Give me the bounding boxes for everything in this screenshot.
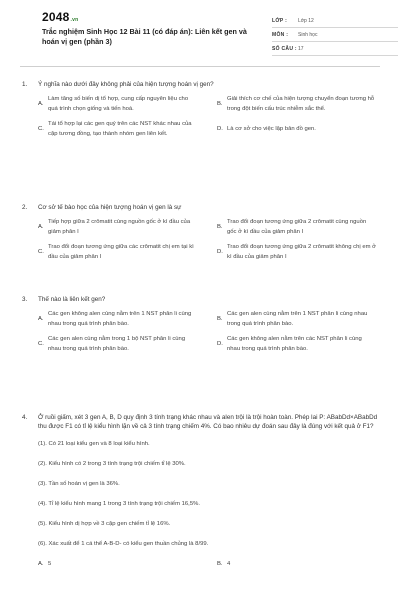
option-grid <box>38 560 382 570</box>
question-3 <box>22 295 382 354</box>
statement-item: (1). Có 21 loại kiểu gen và 8 loại kiểu hình. <box>38 441 150 447</box>
option-a[interactable]: A. 5 <box>38 561 52 567</box>
question-4 <box>22 413 382 570</box>
option-c[interactable]: C. Các gen alen cùng nằm trong 1 bộ NST phân li cùng nhau trong quá trình phân bào. <box>38 336 186 352</box>
question-stem <box>22 80 382 89</box>
option-d[interactable]: D. Các gen không alen nằm trên các NST phân li cùng nhau trong quá trình phân bào. <box>217 336 362 352</box>
meta-key: MÔN : <box>272 31 289 38</box>
question-stem <box>22 295 382 304</box>
question-stem <box>22 413 382 431</box>
header-divider <box>20 66 380 67</box>
option-c[interactable]: C. Tái tổ hợp lại các gen quý trên các NST khác nhau của cặp tương đồng, tạo thành nhóm gen liên kết. <box>38 121 192 137</box>
option-b[interactable]: B. Giải thích cơ chế của hiện tượng chuyển đoạn tương hỗ trong đột biến cấu trúc nhiễm sắc thể. <box>217 96 375 112</box>
option-d[interactable]: D. Trao đổi đoạn tương ứng giữa 2 crômatit không chị em ở kì đầu của giảm phân I <box>217 244 377 260</box>
question-1 <box>22 80 382 139</box>
question-number: 4. <box>22 414 28 421</box>
question-number: 2. <box>22 204 28 211</box>
meta-key: LỚP : <box>272 17 288 24</box>
question-number: 1. <box>22 81 28 88</box>
question-2 <box>22 203 382 262</box>
option-c[interactable]: C. Trao đổi đoạn tương ứng giữa các crômatit chị em tại kì đầu của giảm phân I <box>38 244 194 260</box>
option-a[interactable]: A. Các gen không alen cùng nằm trên 1 NST phân li cùng nhau trong quá trình phân bào. <box>38 311 192 327</box>
statement-item: (6). Xác xuất để 1 cá thể A-B-D- có kiểu gen thuần chủng là 8/99. <box>38 541 209 547</box>
meta-row-count <box>272 42 398 56</box>
site-logo[interactable]: 2048.vn <box>42 10 79 24</box>
page-title: Trắc nghiệm Sinh Học 12 Bài 11 (có đáp án): Liên kết gen và hoán vị gen (phần 3) <box>42 27 247 46</box>
option-grid <box>38 310 382 354</box>
meta-table <box>272 14 398 56</box>
meta-row-subject <box>272 28 398 42</box>
question-text: Cơ sở tế bào học của hiện tượng hoán vị gen là sự <box>38 204 182 211</box>
option-a[interactable]: A. Làm tăng số biến dị tổ hợp, cung cấp nguyên liệu cho quá trình chọn giống và tiến hoá. <box>38 96 189 112</box>
option-b[interactable]: B. Trao đổi đoạn tương ứng giữa 2 crômatit cùng nguồn gốc ở kì đầu của giảm phân I <box>217 219 367 235</box>
statement-item: (2). Kiểu hình có 2 trong 3 tính trạng trội chiếm tỉ lệ 30%. <box>38 461 186 467</box>
meta-value: 17 <box>298 45 304 52</box>
statement-item: (3). Tần số hoán vị gen là 36%. <box>38 481 120 487</box>
question-text: Ý nghĩa nào dưới đây không phải của hiện tượng hoán vị gen? <box>38 81 214 88</box>
option-a[interactable]: A. Tiếp hợp giữa 2 crômatit cùng nguồn gốc ở kì đầu của giảm phân I <box>38 219 191 235</box>
meta-row-grade <box>272 14 398 28</box>
worksheet-header <box>20 0 380 62</box>
option-d[interactable]: D. Là cơ sở cho việc lập bản đồ gen. <box>217 125 316 132</box>
question-text: Ở ruồi giấm, xét 3 gen A, B, D quy định 3 tính trạng khác nhau và alen trội là trội hoàn toàn. Phép lai P: ABabDd×ABabDd thu được F1 có tỉ lệ kiểu hình lặn về cả 3 tính trạng chiếm 4%. Có bao nhiêu dự đoán sau đây là đúng với kết quả ở F1? <box>38 414 378 430</box>
option-grid <box>38 218 382 262</box>
statement-item: (4). Tỉ lệ kiểu hình mang 1 trong 3 tính trạng trội chiếm 16,5%. <box>38 501 200 507</box>
meta-key: SỐ CÂU : <box>272 45 297 52</box>
question-number: 3. <box>22 296 28 303</box>
meta-value: Lớp 12 <box>298 17 314 24</box>
question-stem <box>22 203 382 212</box>
option-b[interactable]: B. 4 <box>217 561 231 567</box>
statement-item: (5). Kiểu hình dị hợp về 3 cặp gen chiếm tỉ lệ 16%. <box>38 521 171 527</box>
meta-value: Sinh học <box>298 31 318 38</box>
statement-list <box>38 440 382 549</box>
question-text: Thế nào là liên kết gen? <box>38 296 106 303</box>
option-grid <box>38 95 382 139</box>
option-b[interactable]: B. Các gen alen cùng nằm trên 1 NST phân li cùng nhau trong quá trình phân bào. <box>217 311 368 327</box>
